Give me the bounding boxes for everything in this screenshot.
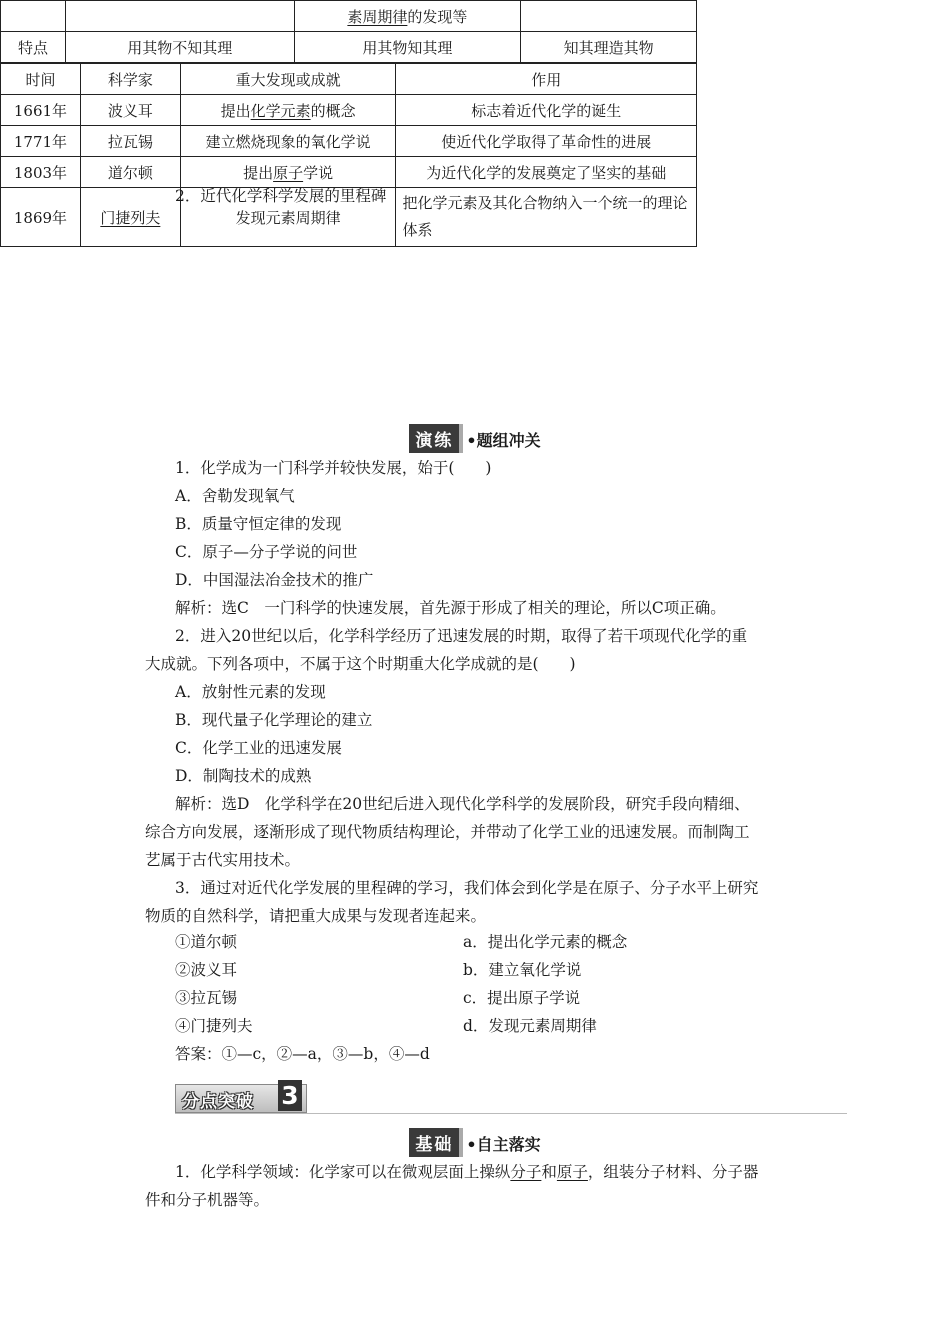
header-effect: 作用 (396, 64, 697, 95)
underlined-term: 素周期律 (347, 7, 408, 26)
cell-text: 提出 (220, 101, 251, 120)
paragraph-line (175, 1162, 758, 1182)
match-right-item: b．建立氧化学说 (463, 961, 582, 979)
match-left-item: ④门捷列夫 (175, 1017, 253, 1035)
section-number: 3 (278, 1080, 302, 1111)
milestone-heading: 2．近代化学科学发展的里程碑 (175, 187, 387, 205)
table-cell: 知其理造其物 (521, 32, 697, 63)
table-row (1, 95, 697, 126)
table-cell (521, 1, 697, 32)
table-cell: 波义耳 (80, 95, 180, 126)
question-stem: 2．进入20世纪以后，化学科学经历了迅速发展的时期，取得了若干项现代化学的重 (175, 627, 748, 645)
history-table (0, 0, 697, 63)
table-cell: 为近代化学的发展奠定了坚实的基础 (396, 157, 697, 188)
header-scientist: 科学家 (80, 64, 180, 95)
section-header (175, 1082, 847, 1114)
table-row (1, 32, 697, 63)
explanation: 解析：选D 化学科学在20世纪后进入现代化学科学的发展阶段，研究手段向精细、 (175, 795, 750, 813)
text: ，组装分子材料、分子器 (587, 1163, 759, 1181)
table-cell: 道尔顿 (80, 157, 180, 188)
table-cell (180, 157, 396, 188)
explanation-cont: 艺属于古代实用技术。 (145, 851, 301, 869)
basics-banner (0, 1128, 950, 1157)
answer: 答案：①—c，②—a，③—b，④—d (175, 1045, 430, 1063)
option-c: C．化学工业的迅速发展 (175, 739, 342, 757)
option-d: D．中国湿法冶金技术的推广 (175, 571, 374, 589)
option-a: A．放射性元素的发现 (175, 683, 326, 701)
table-cell: 把化学元素及其化合物纳入一个统一的理论体系 (396, 188, 697, 247)
cell-text: 学说 (303, 163, 334, 182)
table-cell (294, 1, 521, 32)
underlined-term: 化学元素 (250, 101, 311, 120)
question-stem: 1．化学成为一门科学并较快发展，始于( ) (175, 459, 492, 477)
table-cell (1, 1, 66, 32)
table-cell: 1771年 (1, 126, 81, 157)
match-left-item: ②波义耳 (175, 961, 238, 979)
question-stem-cont: 物质的自然科学，请把重大成果与发现者连起来。 (145, 907, 487, 925)
table-cell: 使近代化学取得了革命性的进展 (396, 126, 697, 157)
section-title: 分点突破 (182, 1092, 254, 1112)
table-cell: 用其物知其理 (294, 32, 521, 63)
match-right-item: c．提出原子学说 (463, 989, 581, 1007)
banner-text: •自主落实 (466, 1135, 541, 1154)
paragraph-line-cont: 件和分子机器等。 (145, 1191, 270, 1209)
table-cell: 标志着近代化学的诞生 (396, 95, 697, 126)
table-cell: 1869年 (1, 188, 81, 247)
option-b: B．质量守恒定律的发现 (175, 515, 342, 533)
milestone-table (0, 63, 697, 247)
text: 和 (541, 1163, 557, 1181)
table-row (1, 157, 697, 188)
underlined-term: 原子 (273, 163, 304, 182)
header-time: 时间 (1, 64, 81, 95)
table-cell (65, 1, 294, 32)
table-cell: 用其物不知其理 (65, 32, 294, 63)
table-cell: 1661年 (1, 95, 81, 126)
match-left-item: ①道尔顿 (175, 933, 238, 951)
table-row (1, 1, 697, 32)
option-c: C．原子—分子学说的问世 (175, 543, 358, 561)
header-achievement: 重大发现或成就 (180, 64, 396, 95)
table-cell: 特点 (1, 32, 66, 63)
question-stem-cont: 大成就。下列各项中，不属于这个时期重大化学成就的是( ) (145, 655, 576, 673)
table-cell: 1803年 (1, 157, 81, 188)
underlined-term: 门捷列夫 (100, 208, 161, 227)
table-cell: 发现元素周期律 (180, 188, 396, 247)
match-left-item: ③拉瓦锡 (175, 989, 238, 1007)
table-header-row (1, 64, 697, 95)
underlined-term: 分子 (510, 1163, 542, 1181)
table-cell: 建立燃烧现象的氧化学说 (180, 126, 396, 157)
table-cell (180, 95, 396, 126)
explanation: 解析：选C 一门科学的快速发展，首先源于形成了相关的理论，所以C项正确。 (175, 599, 726, 617)
match-right-item: a．提出化学元素的概念 (463, 933, 628, 951)
table-cell: 拉瓦锡 (80, 126, 180, 157)
banner-text: •题组冲关 (466, 431, 541, 450)
banner-badge: 基础 (409, 1128, 463, 1157)
banner-badge: 演练 (409, 424, 463, 453)
table-cell (80, 188, 180, 247)
practice-banner (0, 424, 950, 453)
option-a: A．舍勒发现氧气 (175, 487, 295, 505)
table-row (1, 126, 697, 157)
question-stem: 3．通过对近代化学发展的里程碑的学习，我们体会到化学是在原子、分子水平上研究 (175, 879, 759, 897)
text: 1．化学科学领域：化学家可以在微观层面上操纵 (175, 1163, 511, 1181)
option-b: B．现代量子化学理论的建立 (175, 711, 373, 729)
cell-text: 的概念 (310, 101, 356, 120)
match-right-item: d．发现元素周期律 (463, 1017, 597, 1035)
option-d: D．制陶技术的成熟 (175, 767, 312, 785)
cell-text: 提出 (243, 163, 274, 182)
underlined-term: 原子 (556, 1163, 588, 1181)
cell-text: 的发现等 (407, 7, 468, 26)
explanation-cont: 综合方向发展，逐渐形成了现代物质结构理论，并带动了化学工业的迅速发展。而制陶工 (145, 823, 750, 841)
